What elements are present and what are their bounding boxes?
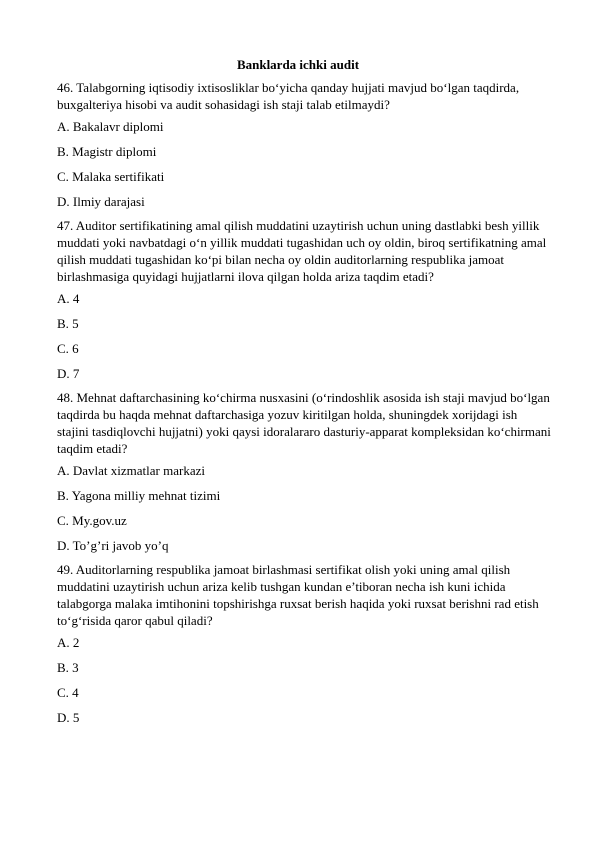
question-block (57, 217, 552, 383)
answer-option: D. 7 (57, 366, 80, 381)
answer-option: B. 3 (57, 660, 79, 675)
answer-option: A. Bakalavr diplomi (57, 119, 164, 134)
question-list (57, 79, 552, 733)
document-title: Banklarda ichki audit (236, 57, 360, 72)
answer-option: B. 5 (57, 316, 79, 331)
answer-option: B. Magistr diplomi (57, 144, 157, 159)
answer-option: D. Ilmiy darajasi (57, 194, 145, 209)
answer-option: C. Malaka sertifikati (57, 169, 165, 184)
question-block (57, 79, 552, 211)
question-text: 47. Auditor sertifikatining amal qilish muddatini uzaytirish uchun uning dastlabki besh yillik muddati yoki navbatdagi o‘n yillik muddati tugashidan uch oy oldin, biroq sertifikatning amal qilish muddati tugashidan ko‘pi bilan necha oy oldin auditorlarning respublika jamoat birlashmasiga quyidagi hujjatlarni ilova qilgan holda ariza taqdim etadi? (57, 218, 547, 284)
question-text: 49. Auditorlarning respublika jamoat birlashmasi sertifikat olish yoki uning amal qilish muddatini uzaytirish uchun ariza kelib tushgan kundan e’tiboran necha ish kuni ichida talabgorga malaka imtihonini topshirishga ruxsat berish haqida yoki ruxsat berishni rad etish to‘g‘risida qaror qabul qiladi? (57, 562, 539, 628)
answer-option: A. 2 (57, 635, 80, 650)
answer-option: C. 4 (57, 685, 79, 700)
answer-option: D. To’g’ri javob yo’q (57, 538, 169, 553)
answer-option: C. 6 (57, 341, 79, 356)
answer-option: A. Davlat xizmatlar markazi (57, 463, 205, 478)
answer-option: B. Yagona milliy mehnat tizimi (57, 488, 221, 503)
question-block (57, 561, 552, 727)
answer-option: C. My.gov.uz (57, 513, 127, 528)
answer-option: A. 4 (57, 291, 80, 306)
question-block (57, 389, 552, 555)
answer-option: D. 5 (57, 710, 80, 725)
question-text: 46. Talabgorning iqtisodiy ixtisosliklar bo‘yicha qanday hujjati mavjud bo‘lgan taqdirda, buxgalteriya hisobi va audit sohasidagi ish staji talab etilmaydi? (57, 80, 520, 112)
question-text: 48. Mehnat daftarchasining ko‘chirma nusxasini (o‘rindoshlik asosida ish staji mavjud bo‘lgan taqdirda bu haqda mehnat daftarchasiga yozuv kiritilgan holda, shuningdek xorijdagi ish stajini tasdiqlovchi hujjatni) yoki qaysi idoralararo dasturiy-apparat kompleksidan ko‘chirmani taqdim etadi? (57, 390, 551, 456)
